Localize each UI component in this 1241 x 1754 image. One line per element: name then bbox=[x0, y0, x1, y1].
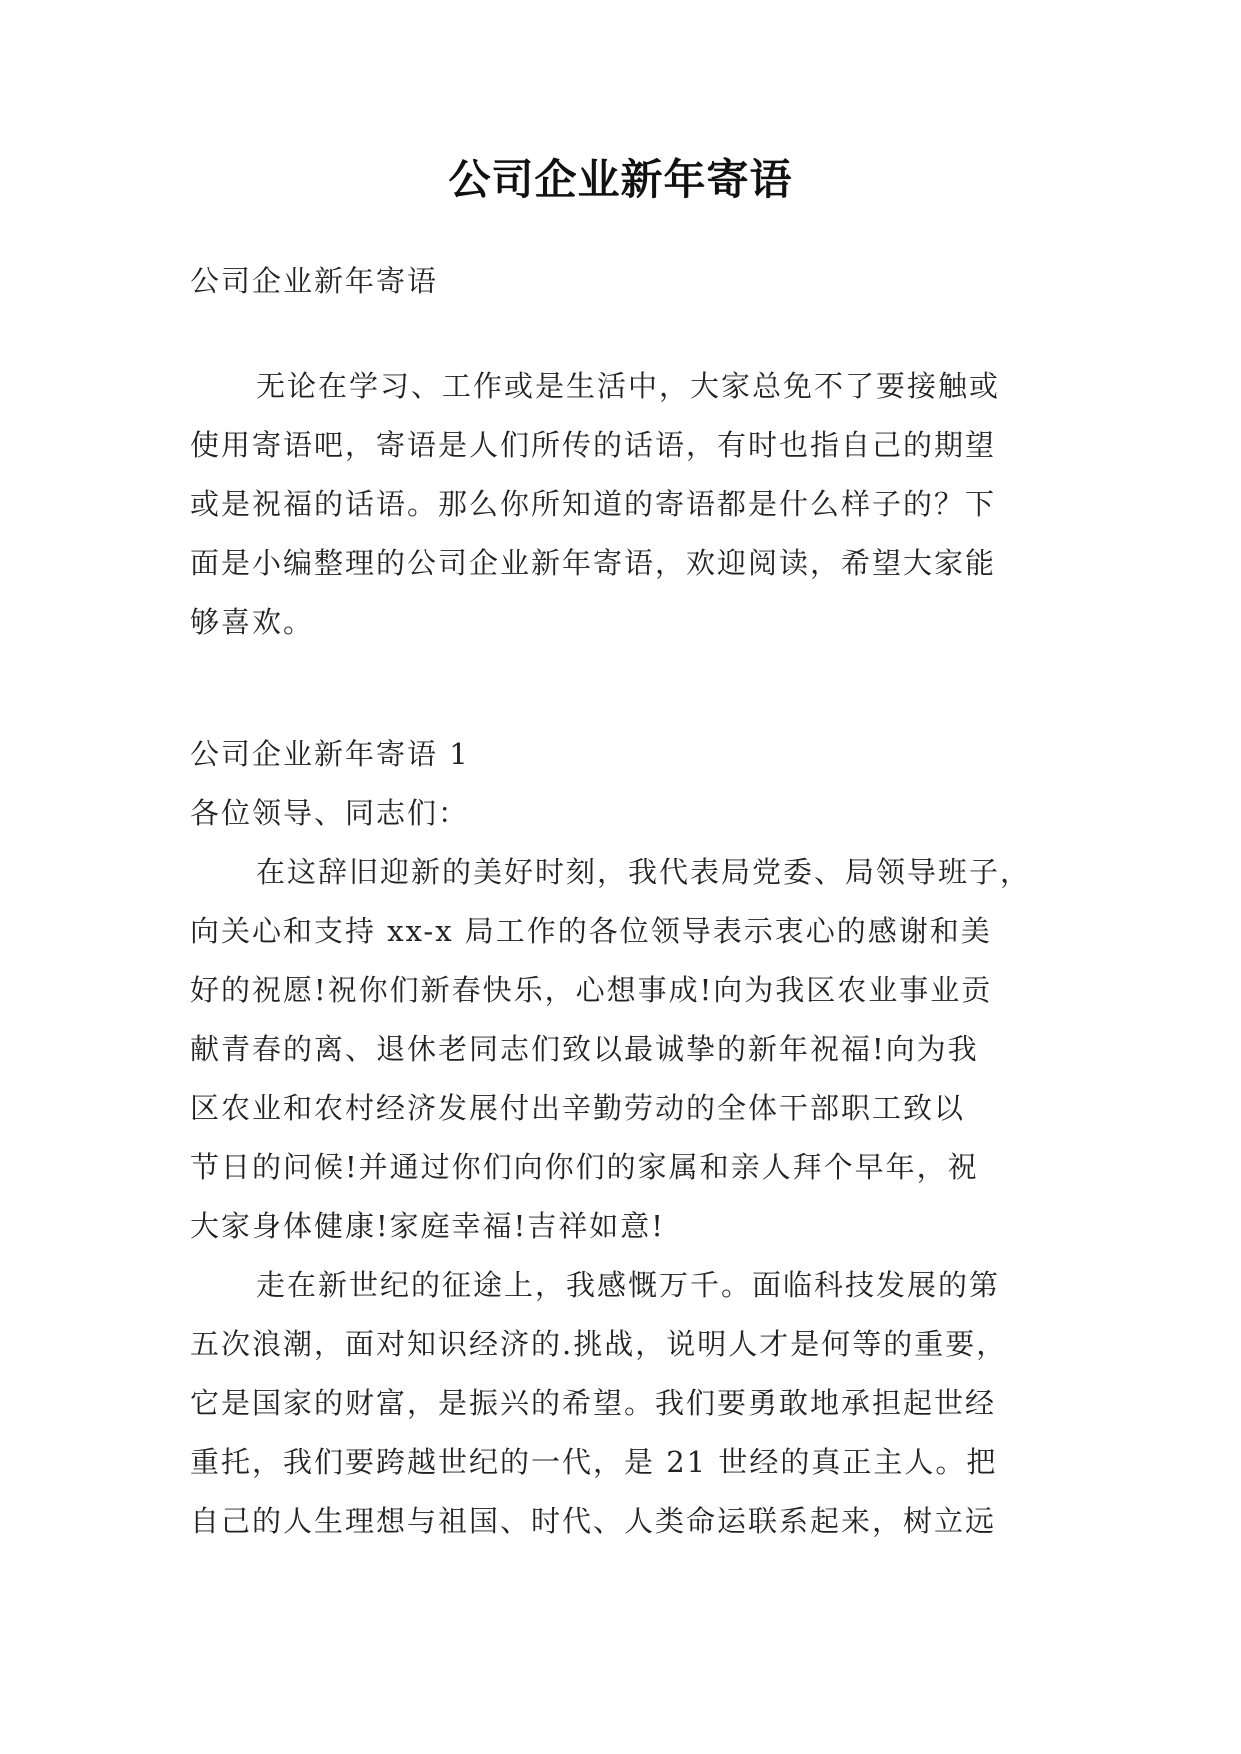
intro-line: 使用寄语吧，寄语是人们所传的话语，有时也指自己的期望 bbox=[190, 428, 997, 462]
document-subtitle: 公司企业新年寄语 bbox=[190, 264, 439, 298]
paragraph-line: 它是国家的财富，是振兴的希望。我们要勇敢地承担起世经 bbox=[190, 1386, 997, 1420]
paragraph-line: 献青春的离、退休老同志们致以最诚挚的新年祝福!向为我 bbox=[190, 1032, 979, 1066]
paragraph-line: 五次浪潮，面对知识经济的.挑战，说明人才是何等的重要， bbox=[190, 1327, 1008, 1361]
paragraph-line: 在这辞旧迎新的美好时刻，我代表局党委、局领导班子， bbox=[256, 855, 1032, 889]
paragraph-line: 重托，我们要跨越世纪的一代，是 21 世经的真正主人。把 bbox=[190, 1445, 998, 1479]
intro-line: 够喜欢。 bbox=[190, 605, 315, 639]
section-heading: 公司企业新年寄语 1 bbox=[190, 737, 470, 771]
paragraph-line: 节日的问候!并通过你们向你们的家属和亲人拜个早年，祝 bbox=[190, 1150, 979, 1184]
paragraph-line: 大家身体健康!家庭幸福!吉祥如意! bbox=[190, 1209, 665, 1243]
paragraph-line: 自己的人生理想与祖国、时代、人类命运联系起来，树立远 bbox=[190, 1504, 997, 1538]
intro-line: 无论在学习、工作或是生活中，大家总免不了要接触或 bbox=[256, 369, 1001, 403]
paragraph-line: 区农业和农村经济发展付出辛勤劳动的全体干部职工致以 bbox=[190, 1091, 966, 1125]
intro-line: 面是小编整理的公司企业新年寄语，欢迎阅读，希望大家能 bbox=[190, 546, 997, 580]
paragraph-line: 向关心和支持 xx-x 局工作的各位领导表示衷心的感谢和美 bbox=[190, 914, 992, 948]
subtitle-block bbox=[190, 252, 1060, 311]
intro-paragraph bbox=[190, 357, 1060, 652]
paragraph-line: 好的祝愿!祝你们新春快乐，心想事成!向为我区农业事业贡 bbox=[190, 973, 993, 1007]
document-title: 公司企业新年寄语 bbox=[448, 155, 793, 204]
section-1 bbox=[190, 725, 1060, 1551]
intro-line: 或是祝福的话语。那么你所知道的寄语都是什么样子的？下 bbox=[190, 487, 997, 521]
salutation: 各位领导、同志们： bbox=[190, 796, 470, 830]
paragraph-line: 走在新世纪的征途上，我感慨万千。面临科技发展的第 bbox=[256, 1268, 1001, 1302]
